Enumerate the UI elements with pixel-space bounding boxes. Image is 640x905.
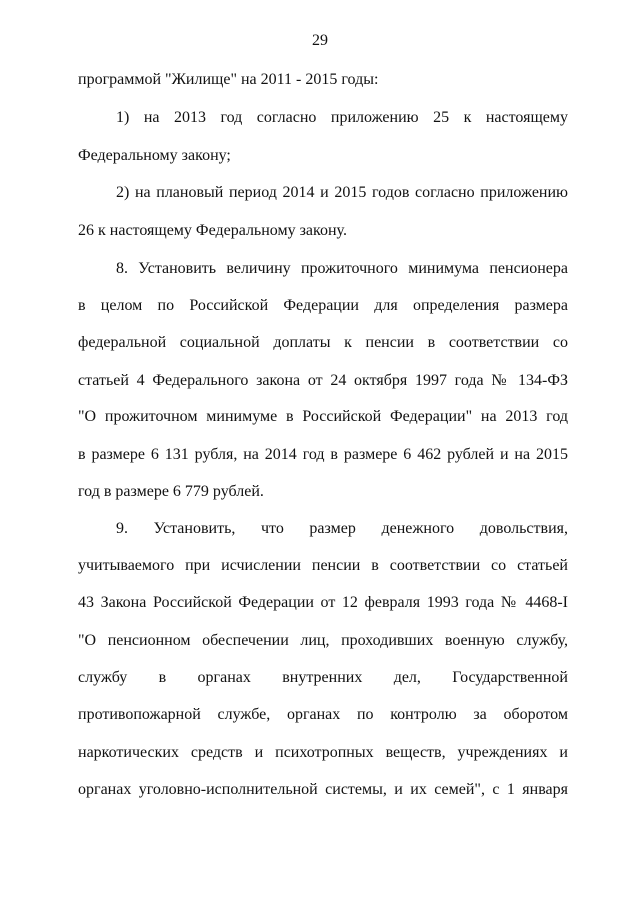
text-line: федеральной социальной доплаты к пенсии в соответствии со xyxy=(78,334,568,351)
text-line: "О пенсионном обеспечении лиц, проходивших военную службу, xyxy=(78,632,568,649)
text-line: наркотических средств и психотропных веществ, учреждениях и xyxy=(78,744,568,761)
text-line: 8. Установить величину прожиточного минимума пенсионера xyxy=(116,260,568,277)
text-line: 9. Установить, что размер денежного довольствия, xyxy=(116,520,568,537)
text-line: 43 Закона Российской Федерации от 12 февраля 1993 года № 4468-I xyxy=(78,594,568,611)
page-number: 29 xyxy=(312,32,328,49)
text-line: в размере 6 131 рубля, на 2014 год в размере 6 462 рублей и на 2015 xyxy=(78,446,568,463)
text-line: противопожарной службе, органах по контролю за оборотом xyxy=(78,706,568,723)
text-line: учитываемого при исчислении пенсии в соответствии со статьей xyxy=(78,557,568,574)
text-line: "О прожиточном минимуме в Российской Федерации" на 2013 год xyxy=(78,408,568,425)
text-line: 1) на 2013 год согласно приложению 25 к настоящему xyxy=(116,109,568,126)
text-line: органах уголовно-исполнительной системы, и их семей", с 1 января xyxy=(78,781,568,798)
text-line: Федеральному закону; xyxy=(78,147,231,164)
text-line: 2) на плановый период 2014 и 2015 годов согласно приложению xyxy=(116,184,568,201)
text-line: программой "Жилище" на 2011 - 2015 годы: xyxy=(78,71,379,88)
text-line: год в размере 6 779 рублей. xyxy=(78,483,264,500)
text-line: в целом по Российской Федерации для определения размера xyxy=(78,297,568,314)
text-line: статьей 4 Федерального закона от 24 октября 1997 года № 134-ФЗ xyxy=(78,372,568,389)
text-line: службу в органах внутренних дел, Государственной xyxy=(78,669,568,686)
text-line: 26 к настоящему Федеральному закону. xyxy=(78,222,347,239)
